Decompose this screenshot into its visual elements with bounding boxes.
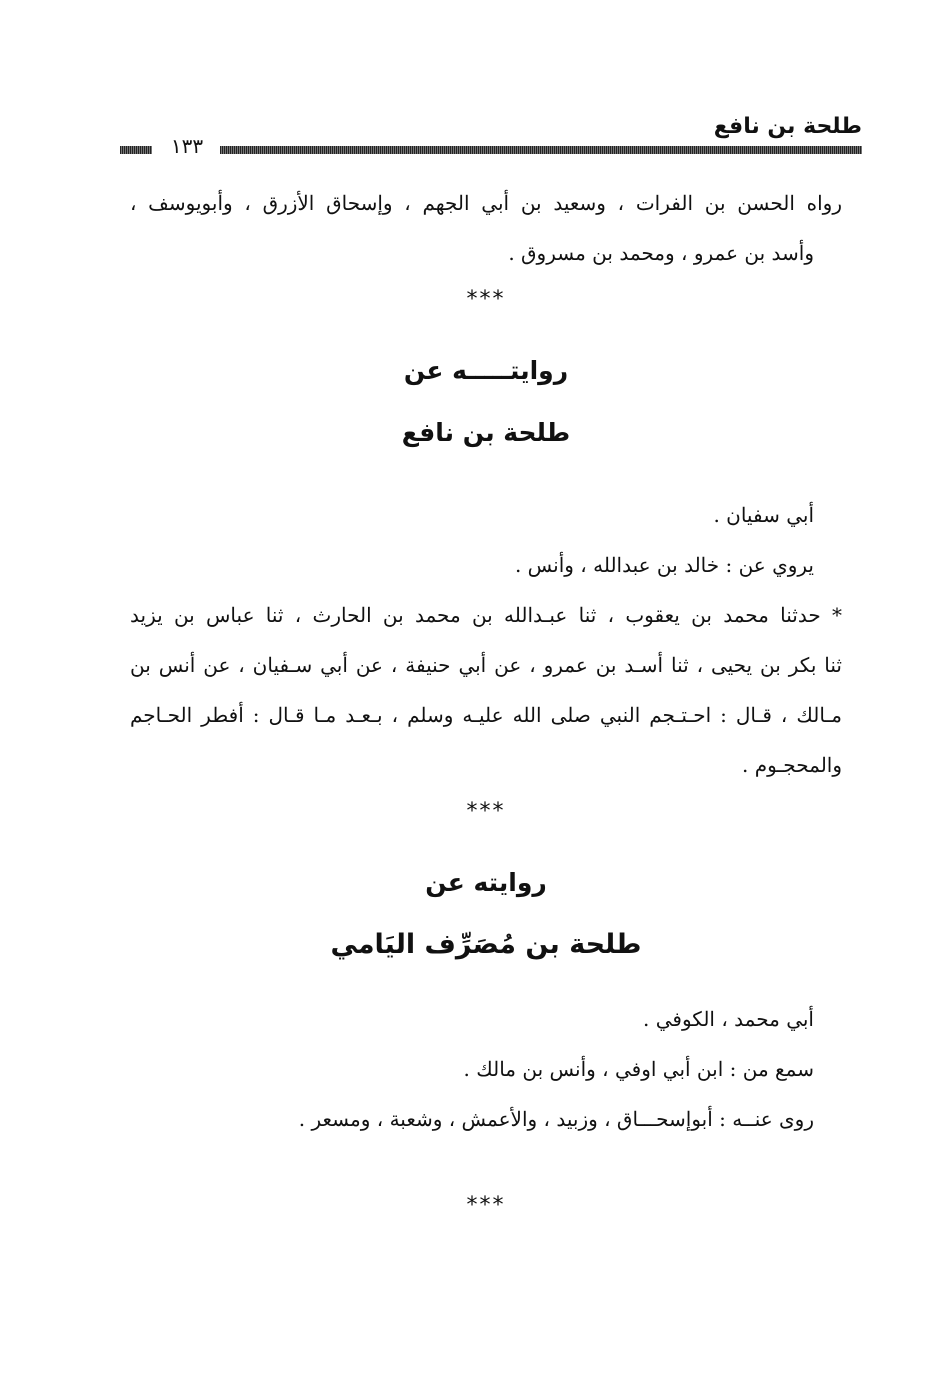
kunya-line: أبي سفيان .: [713, 503, 814, 527]
section-separator: ***: [466, 287, 506, 312]
section-separator: ***: [466, 799, 506, 824]
section-heading: روايتـــــه عن: [403, 356, 569, 385]
running-header: [120, 112, 862, 162]
kunya-line: أبي محمد ، الكوفي .: [643, 1007, 814, 1031]
section-separator: ***: [466, 1193, 506, 1218]
section-heading-name: طلحة بن مُصَرِّف اليَامي: [330, 929, 642, 960]
header-rule-left: [120, 146, 152, 154]
header-rule: [220, 146, 862, 154]
narrated-by-line: روى عنــه : أبوإسحـــاق ، وزبيد ، والأعمش ، وشعبة ، ومسعر .: [298, 1107, 814, 1131]
heard-from-line: سمع من : ابن أبي اوفي ، وأنس بن مالك .: [463, 1057, 814, 1081]
text-line: رواه الحسن بن الفرات ، وسعيد بن أبي الجهم ، وإسحاق الأزرق ، وأبويوسف ،: [130, 191, 842, 215]
narrates-from-line: يروي عن : خالد بن عبدالله ، وأنس .: [514, 553, 814, 577]
page-content: [130, 178, 842, 1228]
header-title: طلحة بن نافع: [713, 114, 862, 139]
text-line: وأسد بن عمرو ، ومحمد بن مسروق .: [508, 241, 814, 265]
hadith-line: والمحجـوم .: [742, 753, 842, 777]
page-number: ١٣٣: [170, 134, 204, 158]
hadith-line: مـالك ، قـال : احـتـجم النبي صلى الله عليـه وسلم ، بـعـد مـا قـال : أفطر الحـاجم: [130, 703, 842, 727]
section-heading-name: طلحة بن نافع: [401, 418, 571, 447]
hadith-line: * حدثنا محمد بن يعقوب ، ثنا عبـدالله بن محمد بن الحارث ، ثنا عباس بن يزيد: [130, 603, 842, 627]
section-heading: روايته عن: [425, 868, 547, 897]
hadith-line: ثنا بكر بن يحيى ، ثنا أسـد بن عمرو ، عن أبي حنيفة ، عن أبي سـفيان ، عن أنس بن: [130, 653, 842, 677]
